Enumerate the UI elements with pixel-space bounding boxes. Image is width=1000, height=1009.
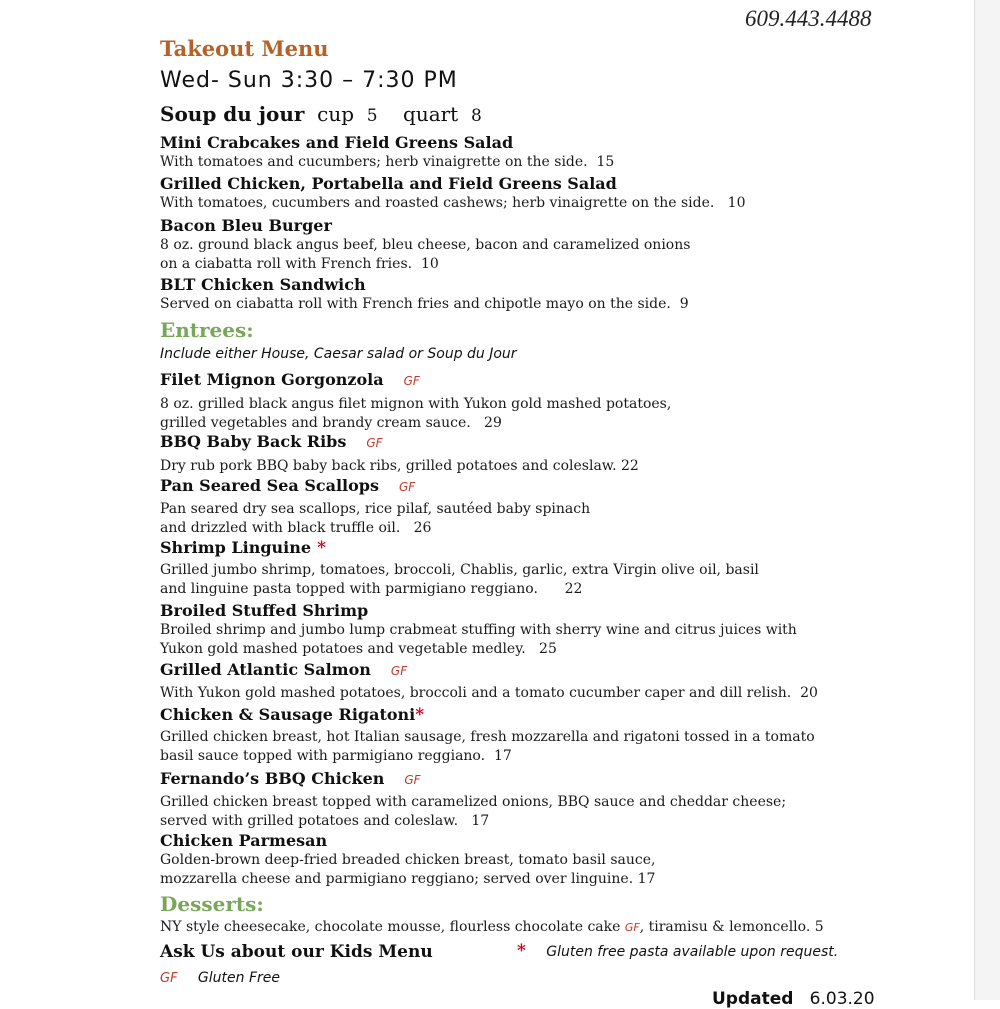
item-name: Chicken & Sausage Rigatoni <box>160 705 416 724</box>
menu-item <box>160 831 920 888</box>
updated-value: 6.03.20 <box>809 989 875 1009</box>
item-name: Broiled Stuffed Shrimp <box>160 601 369 620</box>
soup-line <box>160 102 482 126</box>
updated-label: Updated <box>712 989 794 1009</box>
item-description: Served on ciabatta roll with French fries and chipotle mayo on the side. 9 <box>160 296 689 312</box>
desserts-heading: Desserts: <box>160 892 264 916</box>
gluten-free-pasta-marker: * <box>317 538 326 558</box>
menu-item <box>160 275 920 314</box>
item-description: Pan seared dry sea scallops, rice pilaf, sautéed baby spinach and drizzled with black truffle oil. 26 <box>160 501 591 536</box>
soup-name: Soup du jour <box>160 102 305 126</box>
menu-item <box>160 705 920 765</box>
menu-item <box>160 216 920 273</box>
item-name: BLT Chicken Sandwich <box>160 275 366 294</box>
updated-date <box>712 989 875 1009</box>
item-description: Grilled chicken breast topped with caramelized onions, BBQ sauce and cheddar cheese; served with grilled potatoes and coleslaw. 17 <box>160 794 787 829</box>
gluten-free-pasta-text: Gluten free pasta available upon request. <box>546 944 839 960</box>
item-description: Grilled jumbo shrimp, tomatoes, broccoli, Chablis, garlic, extra Virgin olive oil, basil and linguine pasta topped with parmigiano reggiano. 22 <box>160 562 759 597</box>
item-description: Dry rub pork BBQ baby back ribs, grilled potatoes and coleslaw. 22 <box>160 458 639 474</box>
page-edge <box>974 0 1000 1000</box>
entrees-heading: Entrees: <box>160 318 254 342</box>
gluten-free-badge: GF <box>403 374 420 388</box>
soup-quart-label: quart <box>403 102 459 126</box>
menu-item <box>160 769 920 830</box>
asterisk-icon: * <box>517 941 526 961</box>
desserts-text-a: NY style cheesecake, chocolate mousse, flourless chocolate cake <box>160 919 625 935</box>
item-description: Grilled chicken breast, hot Italian sausage, fresh mozzarella and rigatoni tossed in a tomato basil sauce topped with parmigiano reggiano. 17 <box>160 729 815 764</box>
menu-item <box>160 133 920 172</box>
gluten-free-badge: GF <box>624 921 640 934</box>
item-name: Fernando’s BBQ Chicken <box>160 769 385 788</box>
menu-item <box>160 432 920 476</box>
desserts-description <box>160 918 824 938</box>
soup-cup-label: cup <box>317 102 355 126</box>
gluten-free-badge: GF <box>399 480 416 494</box>
item-description: Broiled shrimp and jumbo lump crabmeat stuffing with sherry wine and citrus juices with Yukon gold mashed potatoes and vegetable medley. 25 <box>160 622 797 657</box>
gf-legend-text: Gluten Free <box>197 970 280 986</box>
item-name: Shrimp Linguine <box>160 538 312 557</box>
item-name: BBQ Baby Back Ribs <box>160 432 347 451</box>
item-name: Grilled Atlantic Salmon <box>160 660 371 679</box>
phone-number: 609.443.4488 <box>745 6 872 31</box>
hours: Wed- Sun 3:30 – 7:30 PM <box>160 68 458 93</box>
item-description: 8 oz. grilled black angus filet mignon with Yukon gold mashed potatoes, grilled vegetables and brandy cream sauce. 29 <box>160 396 672 431</box>
item-name: Mini Crabcakes and Field Greens Salad <box>160 133 514 152</box>
gluten-free-badge: GF <box>404 773 421 787</box>
item-name: Bacon Bleu Burger <box>160 216 332 235</box>
gluten-free-badge: GF <box>160 971 178 986</box>
item-description: Golden-brown deep-fried breaded chicken breast, tomato basil sauce, mozzarella cheese and parmigiano reggiano; served over linguine. 17 <box>160 852 656 887</box>
gluten-free-pasta-marker: * <box>415 705 425 725</box>
item-name: Chicken Parmesan <box>160 831 328 850</box>
entrees-note: Include either House, Caesar salad or Soup du Jour <box>160 346 517 362</box>
gluten-free-badge: GF <box>366 436 383 450</box>
soup-cup-price: 5 <box>366 106 378 126</box>
page-title: Takeout Menu <box>160 36 329 61</box>
soup-quart-price: 8 <box>470 106 482 126</box>
menu-item <box>160 660 920 703</box>
item-description: With tomatoes, cucumbers and roasted cashews; herb vinaigrette on the side. 10 <box>160 195 746 211</box>
gluten-free-pasta-note <box>517 941 838 961</box>
menu-item <box>160 476 920 537</box>
kids-menu-note: Ask Us about our Kids Menu <box>160 942 433 962</box>
menu-item <box>160 370 920 432</box>
item-name: Filet Mignon Gorgonzola <box>160 370 384 389</box>
gf-legend <box>160 967 280 986</box>
item-name: Pan Seared Sea Scallops <box>160 476 379 495</box>
menu-item <box>160 174 920 213</box>
menu-item <box>160 538 920 598</box>
item-name: Grilled Chicken, Portabella and Field Greens Salad <box>160 174 617 193</box>
desserts-text-b: , tiramisu & lemoncello. 5 <box>639 919 824 935</box>
item-description: 8 oz. ground black angus beef, bleu cheese, bacon and caramelized onions on a ciabatta roll with French fries. 10 <box>160 237 691 272</box>
gluten-free-badge: GF <box>390 664 408 678</box>
item-description: With Yukon gold mashed potatoes, broccoli and a tomato cucumber caper and dill relish. 20 <box>160 685 818 701</box>
item-description: With tomatoes and cucumbers; herb vinaigrette on the side. 15 <box>160 154 615 170</box>
menu-item <box>160 601 920 658</box>
